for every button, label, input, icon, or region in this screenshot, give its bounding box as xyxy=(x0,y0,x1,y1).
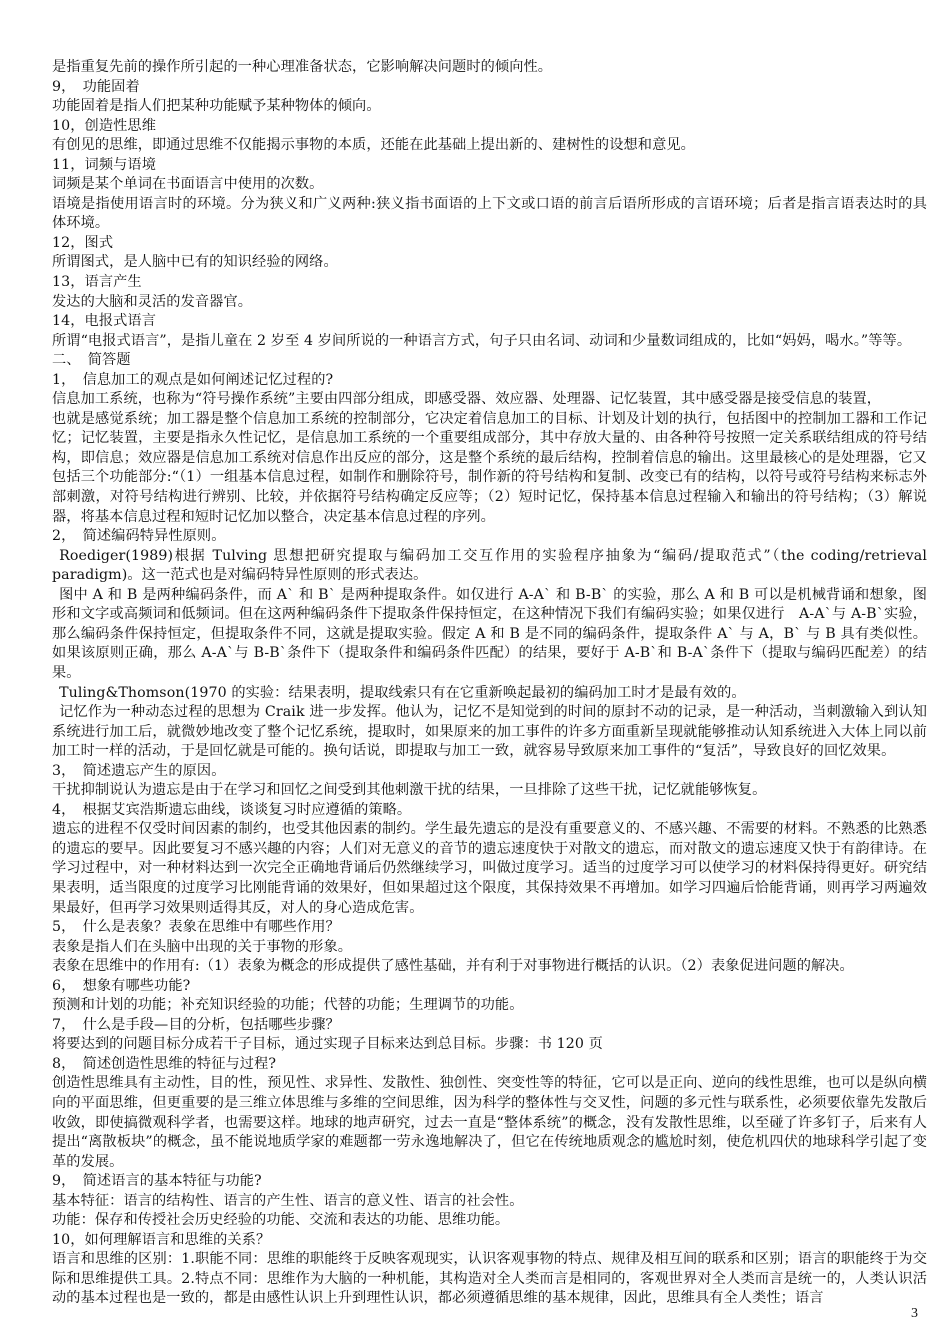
paragraph: 创造性思维具有主动性，目的性，预见性、求异性、发散性、独创性、突变性等的特征，它可以是正向、逆向的线性思维，也可以是纵向横向的平面思维，但更重要的是三维立体思维与多维的空间思维，因为科学的整体性与交叉性，问题的多元性与联系性，必须要依靠先发散后收敛，即使搞微观科学者，也需要这样。地球的地声研究，过去一直是“整体系统”的概念，没有发散性思维，以至碰了许多钉子，后来有人提出“离散板块”的概念，虽不能说地质学家的难题都一劳永逸地解决了，但它在传统地质观念的尴尬时刻，使危机四伏的地球科学引起了变革的发展。 xyxy=(52,1075,927,1170)
paragraph: 干扰抑制说认为遗忘是由于在学习和回忆之间受到其他刺激干扰的结果，一旦排除了这些干扰，记忆就能够恢复。 xyxy=(52,782,767,799)
paragraph: 表象是指人们在头脑中出现的关于事物的形象。 xyxy=(52,938,353,955)
section-heading: 14，电报式语言 xyxy=(52,313,156,330)
paragraph: 语言和思维的区别：1.职能不同：思维的职能终于反映客观现实，认识客观事物的特点、规律及相互间的联系和区别；语言的职能终于为交际和思维提供工具。2.特点不同：思维作为大脑的一种机能，其构造对全人类而言是相同的，客观世界对全人类而言是统一的，人类认识活动的基本过程也是一致的，都是由感性认识上升到理性认识，都必须遵循思维的基本规律，因此，思维具有全人类性；语言 xyxy=(52,1251,927,1307)
paragraph: 记忆作为一种动态过程的思想为 Craik 进一步发挥。他认为，记忆不是知觉到的时间的原封不动的记录，是一种活动，当刺激输入到认知系统进行加工后，就微妙地改变了整个记忆系统，提取时，如果原来的加工事件的许多方面重新呈现就能够推动认知系统进入大体上同以前加工时一样的活动，于是回忆就是可能的。换句话说，即提取与加工一致，就容易导致原来加工事件的“复活”，导致良好的回忆效果。 xyxy=(52,704,927,760)
paragraph: 预测和计划的功能；补充知识经验的功能；代替的功能；生理调节的功能。 xyxy=(52,997,524,1014)
section-heading: 2， 简述编码特异性原则。 xyxy=(52,528,226,545)
section-heading: 1， 信息加工的观点是如何阐述记忆过程的? xyxy=(52,371,334,388)
paragraph: 有创见的思维，即通过思维不仅能揭示事物的本质，还能在此基础上提出新的、建树性的设想和意见。 xyxy=(52,137,695,154)
section-heading: 二、 简答题 xyxy=(52,352,131,369)
section-heading: 10，如何理解语言和思维的关系？ xyxy=(52,1231,271,1248)
paragraph: 表象在思维中的作用有:（1）表象为概念的形成提供了感性基础，并有利于对事物进行概括的认识。（2）表象促进问题的解决。 xyxy=(52,958,854,975)
paragraph: 词频是某个单词在书面语言中使用的次数。 xyxy=(52,176,324,193)
paragraph: 功能固着是指人们把某种功能赋予某种物体的倾向。 xyxy=(52,98,381,115)
paragraph: 发达的大脑和灵活的发音器官。 xyxy=(52,293,253,310)
paragraph: 语境是指使用语言时的环境。分为狭义和广义两种:狭义指书面语的上下文或口语的前言后语所形成的言语环境；后者是指言语表达时的具体环境。 xyxy=(52,195,927,232)
section-heading: 6， 想象有哪些功能? xyxy=(52,977,191,994)
paragraph: 所谓图式，是人脑中已有的知识经验的网络。 xyxy=(52,254,338,271)
section-heading: 9， 功能固着 xyxy=(52,78,140,95)
section-heading: 7， 什么是手段—目的分析，包括哪些步骤？ xyxy=(52,1016,340,1033)
paragraph: 功能：保存和传授社会历史经验的功能、交流和表达的功能、思维功能。 xyxy=(52,1212,510,1229)
section-heading: 5， 什么是表象？表象在思维中有哪些作用？ xyxy=(52,919,340,936)
paragraph: 基本特征：语言的结构性、语言的产生性、语言的意义性、语言的社会性。 xyxy=(52,1192,524,1209)
section-heading: 3， 简述遗忘产生的原因。 xyxy=(52,762,226,779)
section-heading: 8， 简述创造性思维的特征与过程? xyxy=(52,1055,277,1072)
section-heading: 12，图式 xyxy=(52,234,114,251)
paragraph: 也就是感觉系统；加工器是整个信息加工系统的控制部分，它决定着信息加工的目标、计划及计划的执行，包括图中的控制加工器和工作记忆；记忆装置，主要是指永久性记忆，是信息加工系统的一个重要组成部分，其中存放大量的、由各种符号按照一定关系联结组成的符号结构，即信息；效应器是信息加工系统对信息作出反应的部分，这是整个系统的最后结构，控制着信息的输出。这里最核心的是处理器，它又包括三个功能部分:“（1）一组基本信息过程，如制作和删除符号，制作新的符号结构和复制、改变已有的结构，以符号或符号结构来标志外部刺激，对符号结构进行辨别、比较，并依据符号结构确定反应等；（2）短时记忆，保持基本信息过程输入和输出的符号结构；（3）解说器，将基本信息过程和短时记忆加以整合，决定基本信息过程的序列。 xyxy=(52,410,927,525)
section-heading: 10，创造性思维 xyxy=(52,117,156,134)
section-heading: 9， 简述语言的基本特征与功能? xyxy=(52,1173,262,1190)
paragraph: 所谓“电报式语言”，是指儿童在 2 岁至 4 岁间所说的一种语言方式，句子只由名词、动词和少量数词组成的，比如“妈妈，喝水。”等等。 xyxy=(52,332,912,349)
paragraph: 将要达到的问题目标分成若干子目标，通过实现子目标来达到总目标。步骤：书 120 页 xyxy=(52,1036,603,1053)
paragraph: Tuling&Thomson(1970 的实验：结果表明，提取线索只有在它重新唤起最初的编码加工时才是最有效的。 xyxy=(59,684,746,701)
section-heading: 11，词频与语境 xyxy=(52,156,156,173)
section-heading: 4， 根据艾宾浩斯遗忘曲线，谈谈复习时应遵循的策略。 xyxy=(52,801,412,818)
paragraph: 图中 A 和 B 是两种编码条件，而 A` 和 B` 是两种提取条件。如仅进行 A-A` 和 B-B` 的实验，那么 A 和 B 可以是机械背诵和想象，图形和文字或高频词和低频词。但在这两种编码条件下提取条件保持恒定，在这种情况下我们有编码实验；如果仅进行 A-A`与 A-B`实验，那么编码条件保持恒定，但提取条件不同，这就是提取实验。假定 A 和 B 是不同的编码条件，提取条件 A` 与 A，B` 与 B 具有类似性。如果该原则正确，那么 A-A`与 B-B`条件下（提取条件和编码条件匹配）的结果，要好于 A-B`和 B-A`条件下（提取与编码匹配差）的结果。 xyxy=(52,586,927,681)
document-body xyxy=(52,58,927,1309)
page-number: 3 xyxy=(911,1306,918,1321)
paragraph: 遗忘的进程不仅受时间因素的制约，也受其他因素的制约。学生最先遗忘的是没有重要意义的、不感兴趣、不需要的材料。不熟悉的比熟悉的遗忘的要早。因此要复习不感兴趣的内容；人们对无意义的音节的遗忘速度快于对散文的遗忘，而对散文的遗忘速度又快于有韵律诗。在学习过程中，对一种材料达到一次完全正确地背诵后仍然继续学习，叫做过度学习。适当的过度学习可以使学习的材料保持得更好。研究结果表明，适当限度的过度学习比刚能背诵的效果好，但如果超过这个限度，其保持效果不再增加。如学习四遍后恰能背诵，则再学习两遍效果最好，但再学习效果则适得其反，对人的身心造成危害。 xyxy=(52,821,927,916)
paragraph: 信息加工系统，也称为“符号操作系统”主要由四部分组成，即感受器、效应器、处理器、记忆装置，其中感受器是接受信息的装置， xyxy=(52,391,882,408)
paragraph: Roediger(1989)根据 Tulving 思想把研究提取与编码加工交互作用的实验程序抽象为“编码/提取范式”（the coding/retrieval paradigm)。这一范式也是对编码特异性原则的形式表达。 xyxy=(52,547,927,584)
section-heading: 13，语言产生 xyxy=(52,274,142,291)
paragraph: 是指重复先前的操作所引起的一种心理准备状态，它影响解决问题时的倾向性。 xyxy=(52,59,553,75)
